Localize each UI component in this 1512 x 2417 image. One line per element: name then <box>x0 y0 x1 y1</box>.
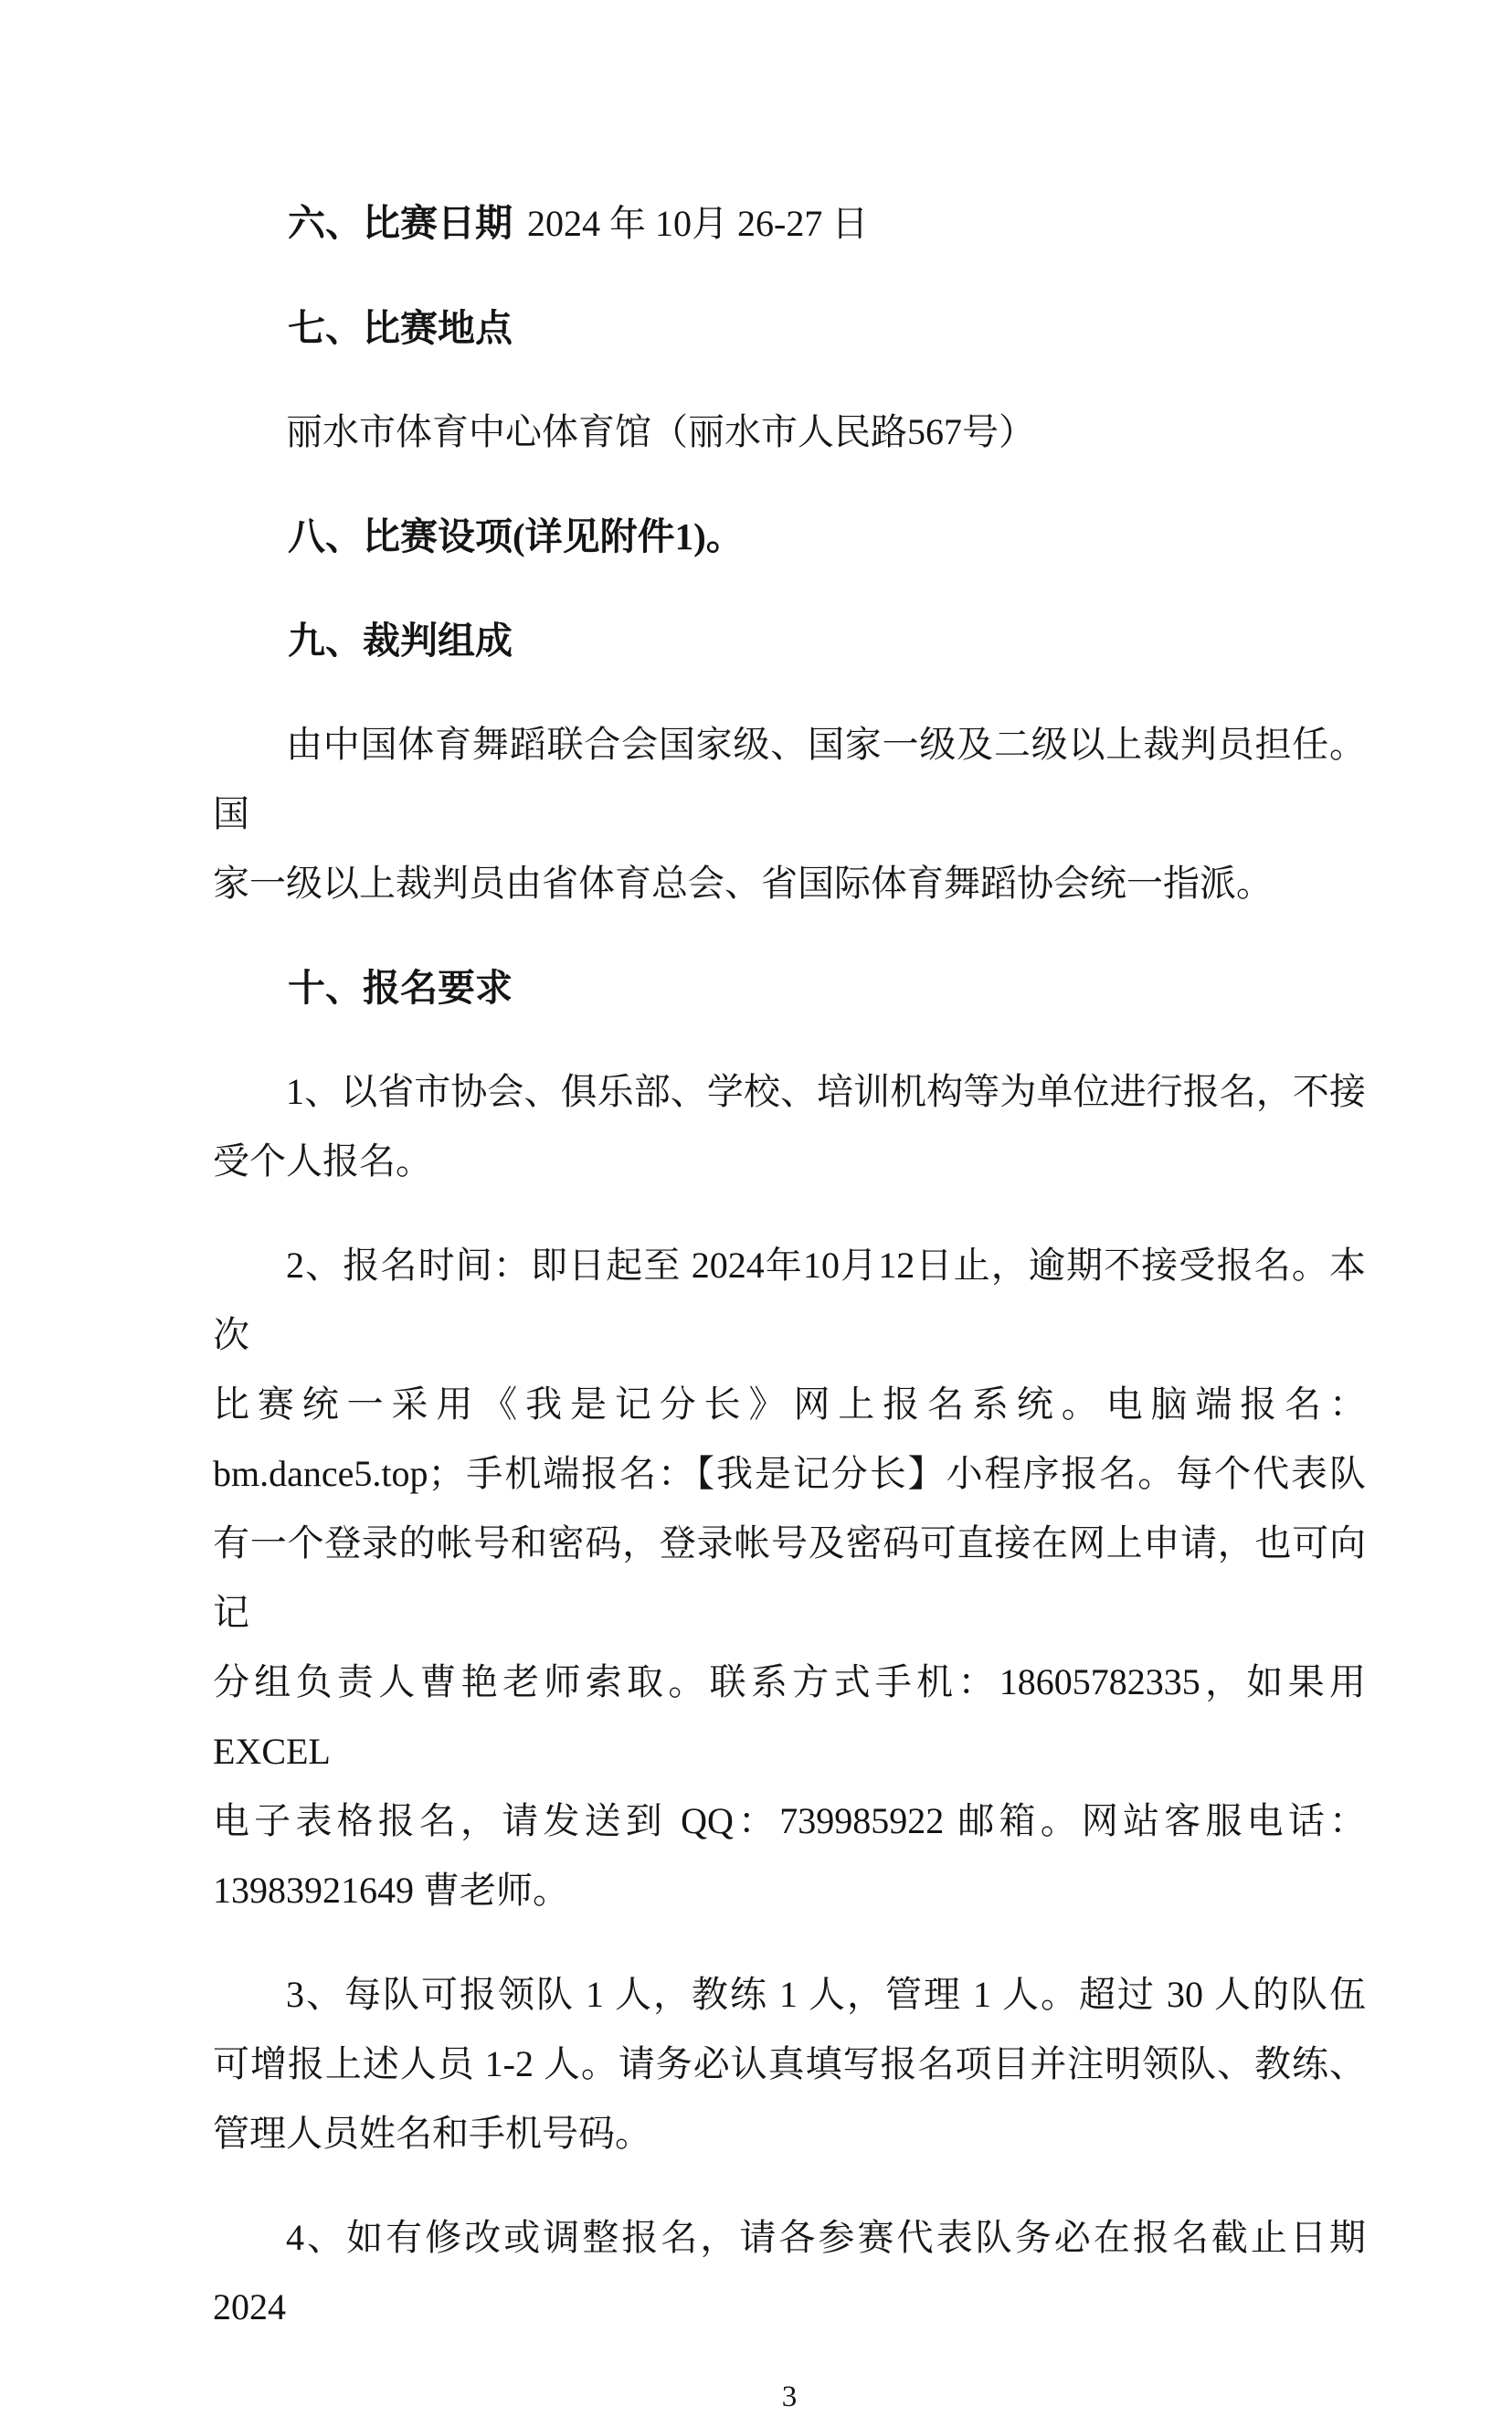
registration-item-3-line-2: 可增报上述人员 1-2 人。请务必认真填写报名项目并注明领队、教练、 <box>213 2043 1366 2084</box>
registration-item-2-line-7: 13983921649 曹老师。 <box>213 1870 569 1911</box>
registration-item-3-line-3: 管理人员姓名和手机号码。 <box>213 2113 651 2154</box>
registration-item-4 <box>213 2203 1366 2342</box>
registration-item-1-line-2: 受个人报名。 <box>213 1140 432 1182</box>
registration-item-2-line-1: 2、报名时间：即日起至 2024年10月12日止，逾期不接受报名。本次 <box>213 1245 1366 1355</box>
heading-registration-requirements: 十、报名要求 <box>288 967 513 1009</box>
competition-date-label: 六、比赛日期 <box>288 202 513 244</box>
heading-judges-composition: 九、裁判组成 <box>288 620 513 662</box>
registration-item-2-line-5: 分组负责人曹艳老师索取。联系方式手机：18605782335，如果用 EXCEL <box>213 1661 1366 1772</box>
venue-address-text: 丽水市体育中心体育馆（丽水市人民路567号） <box>286 411 1035 452</box>
registration-item-3-line-1: 3、每队可报领队 1 人，教练 1 人，管理 1 人。超过 30 人的队伍 <box>286 1974 1366 2015</box>
competition-date-value: 2024 年 10月 26-27 日 <box>527 203 869 244</box>
judges-paragraph <box>213 710 1366 918</box>
registration-item-2 <box>213 1231 1366 1925</box>
heading-competition-venue: 七、比赛地点 <box>288 307 513 349</box>
registration-item-4-line-1: 4、如有修改或调整报名，请各参赛代表队务必在报名截止日期 2024 <box>213 2217 1366 2327</box>
judges-paragraph-line-2: 家一级以上裁判员由省体育总会、省国际体育舞蹈协会统一指派。 <box>213 863 1273 904</box>
heading-competition-events: 八、比赛设项(详见附件1)。 <box>288 515 744 557</box>
registration-item-2-line-6: 电子表格报名，请发送到 QQ：739985922 邮箱。网站客服电话： <box>213 1800 1366 1841</box>
registration-item-2-line-2: 比赛统一采用《我是记分长》网上报名系统。电脑端报名： <box>213 1383 1366 1425</box>
registration-item-3 <box>213 1960 1366 2168</box>
judges-paragraph-line-1: 由中国体育舞蹈联合会国家级、国家一级及二级以上裁判员担任。国 <box>213 724 1366 834</box>
document-content <box>213 188 1366 2417</box>
registration-item-1-line-1: 1、以省市协会、俱乐部、学校、培训机构等为单位进行报名，不接 <box>286 1071 1366 1112</box>
registration-item-2-line-4: 有一个登录的帐号和密码，登录帐号及密码可直接在网上申请，也可向记 <box>213 1522 1366 1633</box>
registration-item-1 <box>213 1057 1366 1196</box>
page-number: 3 <box>781 2380 798 2413</box>
heading-competition-date <box>213 188 1366 259</box>
registration-item-2-line-3: bm.dance5.top；手机端报名：【我是记分长】小程序报名。每个代表队 <box>213 1453 1366 1494</box>
